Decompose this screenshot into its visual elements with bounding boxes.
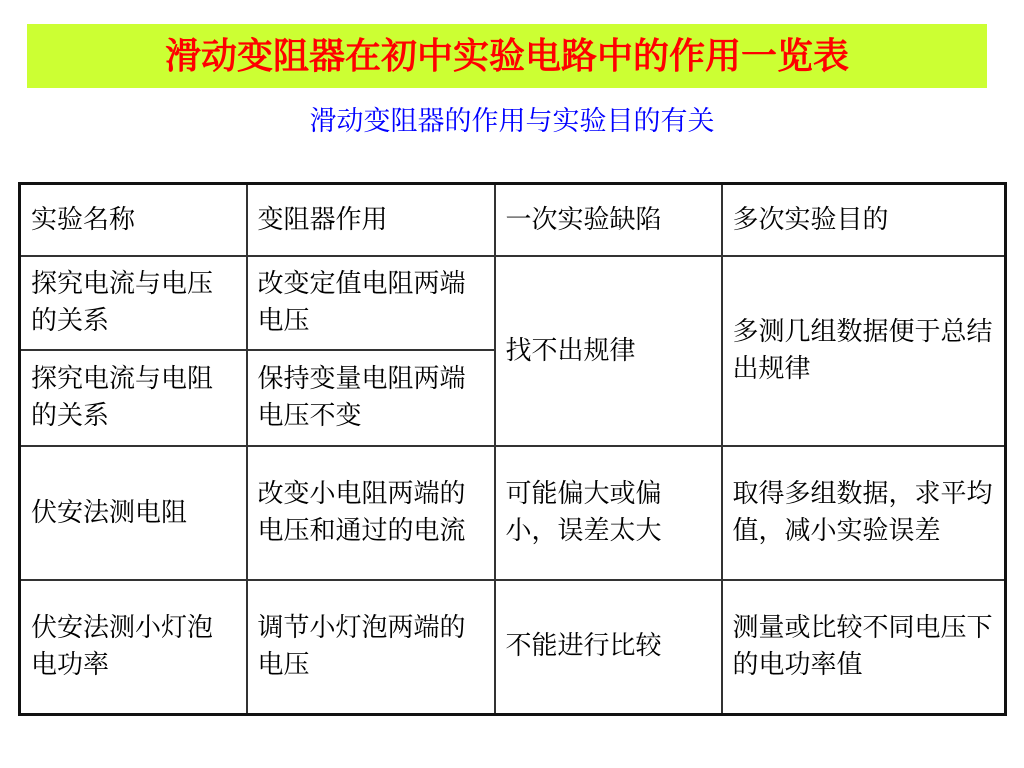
cell-experiment-name: 伏安法测电阻: [20, 446, 247, 580]
table-row: [20, 446, 1006, 580]
header-single-trial-defect: 一次实验缺陷: [495, 184, 722, 257]
cell-multi-trial-purpose: 取得多组数据，求平均值，减小实验误差: [722, 446, 1006, 580]
cell-rheostat-role: 调节小灯泡两端的电压: [247, 580, 495, 714]
cell-single-trial-defect: 可能偏大或偏小，误差太大: [495, 446, 722, 580]
cell-rheostat-role: 保持变量电阻两端电压不变: [247, 350, 495, 446]
cell-rheostat-role: 改变小电阻两端的电压和通过的电流: [247, 446, 495, 580]
header-rheostat-role: 变阻器作用: [247, 184, 495, 257]
table-header-row: [20, 184, 1006, 257]
page-subtitle: 滑动变阻器的作用与实验目的有关: [309, 106, 715, 137]
cell-multi-trial-purpose: 测量或比较不同电压下的电功率值: [722, 580, 1006, 714]
header-multi-trial-purpose: 多次实验目的: [722, 184, 1006, 257]
cell-single-trial-defect: 找不出规律: [495, 256, 722, 446]
cell-experiment-name: 探究电流与电阻的关系: [20, 350, 247, 446]
cell-single-trial-defect: 不能进行比较: [495, 580, 722, 714]
cell-experiment-name: 探究电流与电压的关系: [20, 256, 247, 350]
cell-experiment-name: 伏安法测小灯泡电功率: [20, 580, 247, 714]
table-row: [20, 256, 1006, 350]
header-experiment-name: 实验名称: [20, 184, 247, 257]
table-row: [20, 580, 1006, 714]
title-banner: [27, 24, 987, 88]
page-title: 滑动变阻器在初中实验电路中的作用一览表: [164, 35, 849, 77]
cell-multi-trial-purpose: 多测几组数据便于总结出规律: [722, 256, 1006, 446]
summary-table: [18, 182, 1007, 716]
cell-rheostat-role: 改变定值电阻两端电压: [247, 256, 495, 350]
